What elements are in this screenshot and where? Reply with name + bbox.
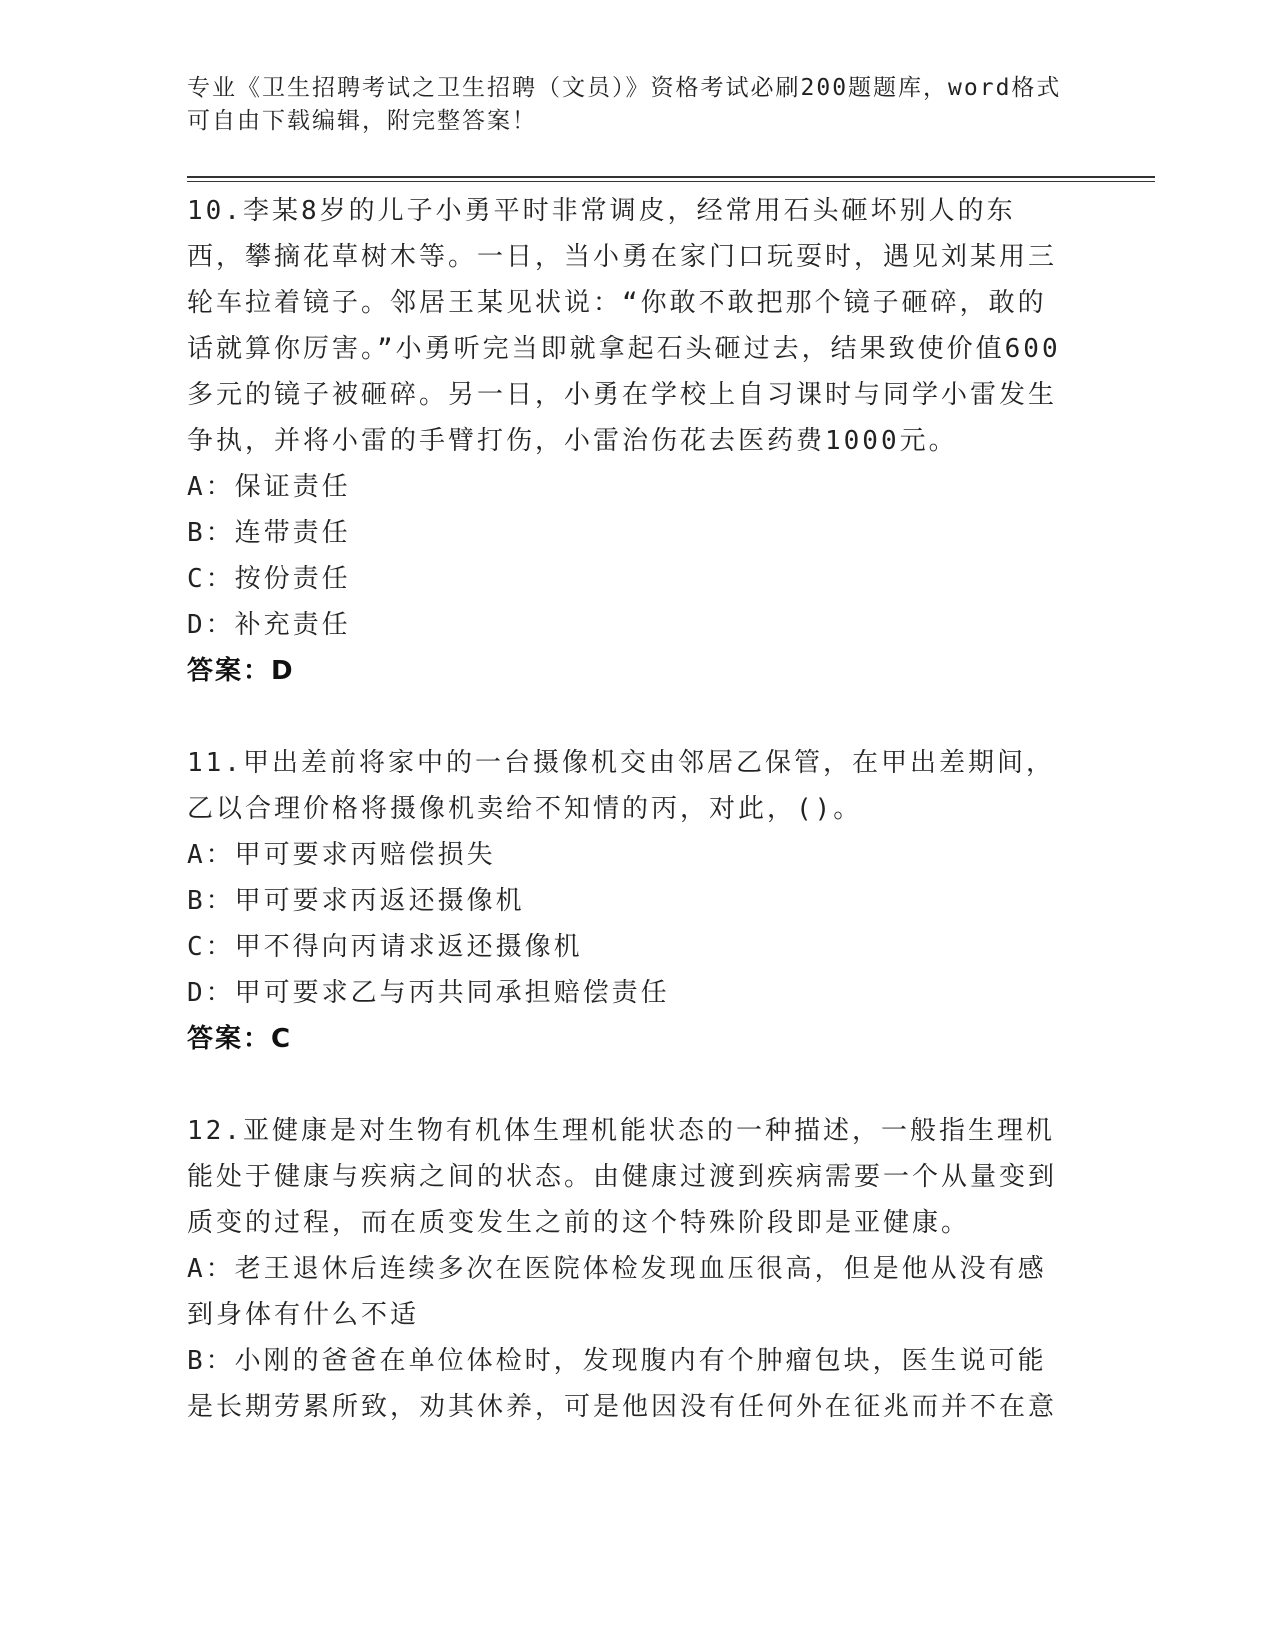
- question-stem: 12.亚健康是对生物有机体生理机能状态的一种描述，一般指生理机能处于健康与疾病之间的状态。由健康过渡到疾病需要一个从量变到质变的过程，而在质变发生之前的这个特殊阶段即是亚健康。: [187, 1116, 1058, 1238]
- question-10: [187, 188, 1067, 694]
- answer-label: 答案：C: [187, 1024, 293, 1054]
- page-header: 专业《卫生招聘考试之卫生招聘（文员）》资格考试必刷200题题库，word格式可自由下载编辑，附完整答案！: [187, 75, 1062, 134]
- option-b: B：甲可要求丙返还摄像机: [187, 886, 525, 916]
- question-11: [187, 740, 1067, 1062]
- option-d: D：补充责任: [187, 610, 351, 640]
- option-a: A：甲可要求丙赔偿损失: [187, 840, 496, 870]
- option-b: B：连带责任: [187, 518, 351, 548]
- option-d: D：甲可要求乙与丙共同承担赔偿责任: [187, 978, 670, 1008]
- question-12: [187, 1108, 1067, 1430]
- option-a: A：老王退休后连续多次在医院体检发现血压很高，但是他从没有感到身体有什么不适: [187, 1254, 1047, 1330]
- question-stem: 11.甲出差前将家中的一台摄像机交由邻居乙保管，在甲出差期间，乙以合理价格将摄像机卖给不知情的丙，对此，()。: [187, 748, 1055, 824]
- answer-label: 答案：D: [187, 656, 295, 686]
- question-list: [187, 188, 1067, 1476]
- option-c: C：甲不得向丙请求返还摄像机: [187, 932, 583, 962]
- option-a: A：保证责任: [187, 472, 351, 502]
- question-stem: 10.李某8岁的儿子小勇平时非常调皮，经常用石头砸坏别人的东西，攀摘花草树木等。一日，当小勇在家门口玩耍时，遇见刘某用三轮车拉着镜子。邻居王某见状说：“你敢不敢把那个镜子砸碎，敢的话就算你厉害。”小勇听完当即就拿起石头砸过去，结果致使价值600多元的镜子被砸碎。另一日，小勇在学校上自习课时与同学小雷发生争执，并将小雷的手臂打伤，小雷治伤花去医药费1000元。: [187, 196, 1061, 456]
- header-divider: [187, 176, 1155, 182]
- option-b: B：小刚的爸爸在单位体检时，发现腹内有个肿瘤包块，医生说可能是长期劳累所致，劝其休养，可是他因没有任何外在征兆而并不在意: [187, 1346, 1058, 1422]
- option-c: C：按份责任: [187, 564, 351, 594]
